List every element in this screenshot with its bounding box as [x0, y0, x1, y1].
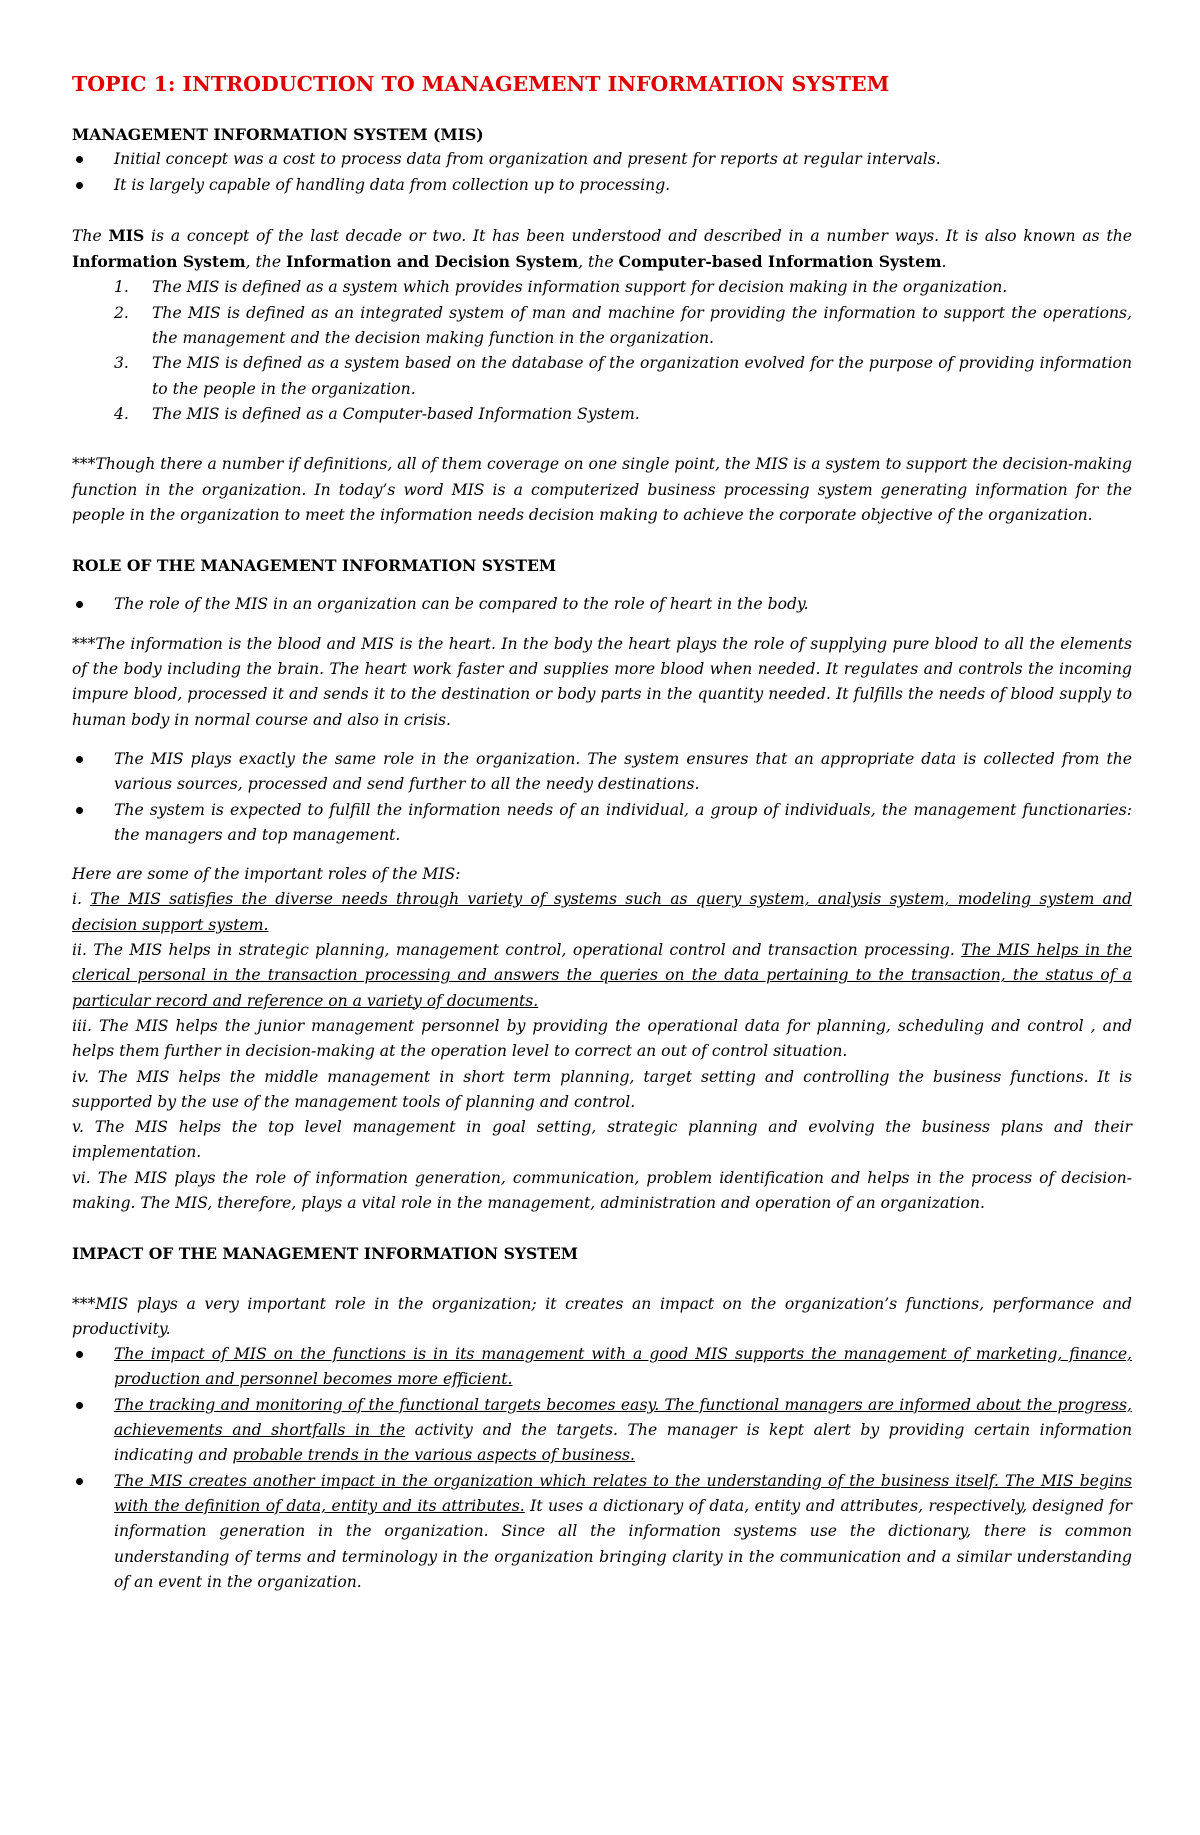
role-item-3: iii. The MIS helps the junior management personnel by providing the operational data for planning, scheduling and control , and helps them further in decision-making at the operation level to correct an out of control situation.: [72, 1016, 1132, 1061]
definition-list: [72, 275, 1132, 427]
list-item: The MIS plays exactly the same role in the organization. The system ensures that an appropriate data is collected from the various sources, processed and send further to all the needy destinations.: [72, 747, 1132, 798]
role-item-6: vi. The MIS plays the role of information generation, communication, problem identification and helps in the process of decision-making. The MIS, therefore, plays a vital role in the management, administration and operation of an organization.: [72, 1168, 1132, 1212]
role-item-5: v. The MIS helps the top level management in goal setting, strategic planning and evolving the business plans and their implementation.: [72, 1118, 1132, 1162]
impact-note: ***MIS plays a very important role in the organization; it creates an impact on the organization’s functions, performance and productivity.: [72, 1294, 1132, 1338]
mis-bullet-list: [72, 147, 1132, 198]
role-item-1: i. The MIS satisfies the diverse needs through variety of systems such as query system, analysis system, modeling system and decision support system.: [72, 890, 1132, 934]
list-item: Initial concept was a cost to process data from organization and present for reports at regular intervals.: [72, 147, 1132, 172]
list-item: It is largely capable of handling data from collection up to processing.: [72, 173, 1132, 198]
list-item: The MIS creates another impact in the organization which relates to the understanding of the business itself. The MIS begins with the definition of data, entity and its attributes. It uses a dictionary of data, entity and attributes, respectively, designed for information generation in the organization. Since all the information systems use the dictionary, there is common understanding of terms and terminology in the organization bringing clarity in the communication and a similar understanding of an event in the organization.: [72, 1469, 1132, 1595]
list-item: 3. The MIS is defined as a system based on the database of the organization evolved for the purpose of providing information to the people in the organization.: [114, 354, 1132, 398]
roles-intro: Here are some of the important roles of the MIS:: [72, 865, 461, 884]
role-bullet-list-1: [72, 592, 1132, 617]
list-item: 2. The MIS is defined as an integrated system of man and machine for providing the information to support the operations, the management and the decision making function in the organization.: [114, 303, 1132, 348]
role-item-4: iv. The MIS helps the middle management in short term planning, target setting and controlling the business functions. It is supported by the use of the management tools of planning and control.: [72, 1067, 1132, 1111]
list-item: The impact of MIS on the functions is in its management with a good MIS supports the management of marketing, finance, production and personnel becomes more efficient.: [72, 1342, 1132, 1393]
document-page: [72, 70, 1132, 1595]
list-item: 1. The MIS is defined as a system which provides information support for decision making in the organization.: [114, 278, 1008, 297]
list-item: The tracking and monitoring of the functional targets becomes easy. The functional managers are informed about the progress, achievements and shortfalls in the activity and the targets. The manager is kept alert by providing certain information indicating and probable trends in the various aspects of business.: [72, 1393, 1132, 1469]
page-title: TOPIC 1: INTRODUCTION TO MANAGEMENT INFORMATION SYSTEM: [72, 72, 890, 96]
definitions-note: ***Though there a number if definitions, all of them coverage on one single point, the MIS is a system to support the decision-making function in the organization. In today’s word MIS is a computerized business processing system generating information for the people in the organization to meet the information needs decision making to achieve the corporate objective of the organization.: [72, 455, 1132, 524]
list-item: The role of the MIS in an organization can be compared to the role of heart in the body.: [72, 592, 1132, 617]
section-heading-mis: MANAGEMENT INFORMATION SYSTEM (MIS): [72, 125, 484, 144]
list-item: 4. The MIS is defined as a Computer-based Information System.: [114, 404, 640, 423]
impact-bullet-list: [72, 1342, 1132, 1595]
heart-analogy-note: ***The information is the blood and MIS is the heart. In the body the heart plays the role of supplying pure blood to all the elements of the body including the brain. The heart work faster and supplies more blood when needed. It regulates and controls the incoming impure blood, processed it and sends it to the destination or body parts in the quantity needed. It fulfills the needs of blood supply to human body in normal course and also in crisis.: [72, 634, 1132, 729]
role-item-2: ii. The MIS helps in strategic planning, management control, operational control and transaction processing. The MIS helps in the clerical personal in the transaction processing and answers the queries on the data pertaining to the transaction, the status of a particular record and reference on a variety of documents.: [72, 941, 1132, 1010]
role-bullet-list-2: [72, 747, 1132, 848]
mis-intro-paragraph: The MIS is a concept of the last decade or two. It has been understood and described in a number ways. It is also known as the Information System, the Information and Decision System, the Computer-based Information System.: [72, 225, 1132, 272]
section-heading-role: ROLE OF THE MANAGEMENT INFORMATION SYSTEM: [72, 556, 557, 576]
list-item: The system is expected to fulfill the information needs of an individual, a group of individuals, the management functionaries: the managers and top management.: [72, 798, 1132, 849]
section-heading-impact: IMPACT OF THE MANAGEMENT INFORMATION SYSTEM: [72, 1244, 579, 1264]
